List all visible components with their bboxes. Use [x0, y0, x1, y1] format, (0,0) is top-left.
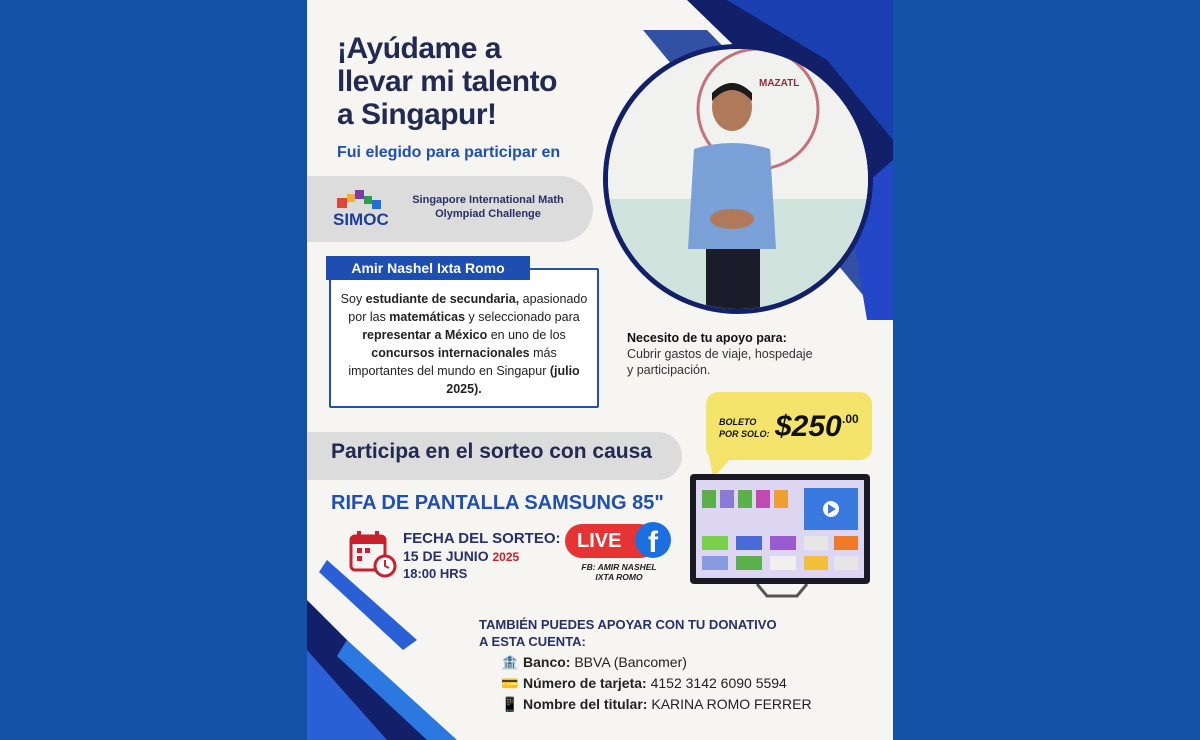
- headline-line-3: a Singapur!: [337, 98, 497, 131]
- support-line-1: Cubrir gastos de viaje, hospedaje: [627, 347, 813, 361]
- student-photo: [603, 44, 873, 314]
- ticket-price: $250: [775, 410, 842, 443]
- bio-segment: (julio 2025).: [446, 364, 580, 396]
- student-photo-illustration: [608, 49, 868, 309]
- bio-segment: apasionado por las: [348, 292, 588, 324]
- simoc-name-line-1: Singapore International Math: [412, 194, 564, 206]
- bio-text: [341, 292, 588, 396]
- headline: [337, 32, 557, 131]
- support-needed: [627, 330, 867, 378]
- bio-segment: representar a México: [362, 328, 488, 342]
- tv-screen: [696, 480, 864, 578]
- simoc-wordmark: SIMOC: [333, 210, 389, 229]
- facebook-account: [569, 562, 669, 582]
- bank-value: BBVA (Bancomer): [574, 654, 687, 670]
- bio-segment: y seleccionado para: [465, 310, 580, 324]
- bank-label: Banco:: [523, 654, 571, 670]
- poster: [307, 0, 893, 740]
- bio-segment: matemáticas: [389, 310, 466, 324]
- draw-date-year: 2025: [492, 550, 520, 564]
- student-name: Amir Nashel Ixta Romo: [326, 256, 530, 280]
- bio-segment: estudiante de secundaria,: [365, 292, 520, 306]
- bio-box: [329, 268, 599, 408]
- draw-time: 18:00 HRS: [403, 566, 468, 581]
- bio-segment: concursos internacionales: [371, 346, 530, 360]
- support-line-2: y participación.: [627, 363, 711, 377]
- ticket-label: [719, 416, 770, 440]
- photo-logo-text: MAZATL: [759, 78, 800, 89]
- credit-card-icon: 💳: [501, 675, 519, 691]
- facebook-account-line-1: FB: AMIR NASHEL: [581, 562, 657, 572]
- headline-line-1: ¡Ayúdame a: [337, 32, 501, 65]
- raffle-heading: RIFA DE PANTALLA SAMSUNG 85": [331, 492, 664, 514]
- sorteo-heading: Participa en el sorteo con causa: [331, 440, 652, 463]
- draw-date: [403, 548, 519, 564]
- live-badge: LIVE: [565, 524, 657, 558]
- holder-label: Nombre del titular:: [523, 696, 648, 712]
- simoc-fullname: [403, 193, 573, 221]
- ticket-label-1: BOLETO: [719, 417, 757, 427]
- simoc-name-line-2: Olympiad Challenge: [435, 208, 541, 220]
- draw-date-day: 15 DE JUNIO: [403, 548, 489, 564]
- account-row-holder: [501, 696, 812, 713]
- donation-line-2: A ESTA CUENTA:: [479, 634, 586, 649]
- calendar-icon: [347, 528, 397, 578]
- holder-value: KARINA ROMO FERRER: [651, 696, 812, 712]
- donation-line-1: TAMBIÉN PUEDES APOYAR CON TU DONATIVO: [479, 617, 777, 632]
- card-value: 4152 3142 6090 5594: [650, 675, 787, 691]
- tv-stand: [747, 584, 817, 598]
- ticket-cents: .00: [842, 412, 859, 426]
- bio-segment: Soy: [340, 292, 366, 306]
- card-label: Número de tarjeta:: [523, 675, 647, 691]
- facebook-icon: f: [635, 522, 671, 558]
- bank-icon: 🏦: [501, 654, 519, 670]
- account-row-card: [501, 675, 787, 692]
- ticket-label-2: POR SOLO:: [719, 429, 770, 439]
- headline-line-2: llevar mi talento: [337, 65, 557, 98]
- donation-heading: [479, 616, 777, 650]
- support-heading: Necesito de tu apoyo para:: [627, 331, 787, 345]
- phone-icon: 📱: [501, 696, 519, 712]
- bio-segment: más importantes del mundo en Singapur: [348, 346, 557, 378]
- draw-date-label: FECHA DEL SORTEO:: [403, 530, 561, 547]
- chosen-text: Fui elegido para participar en: [337, 144, 561, 161]
- account-row-bank: [501, 654, 687, 671]
- bio-segment: en uno de los: [487, 328, 566, 342]
- facebook-account-line-2: IXTA ROMO: [595, 572, 643, 582]
